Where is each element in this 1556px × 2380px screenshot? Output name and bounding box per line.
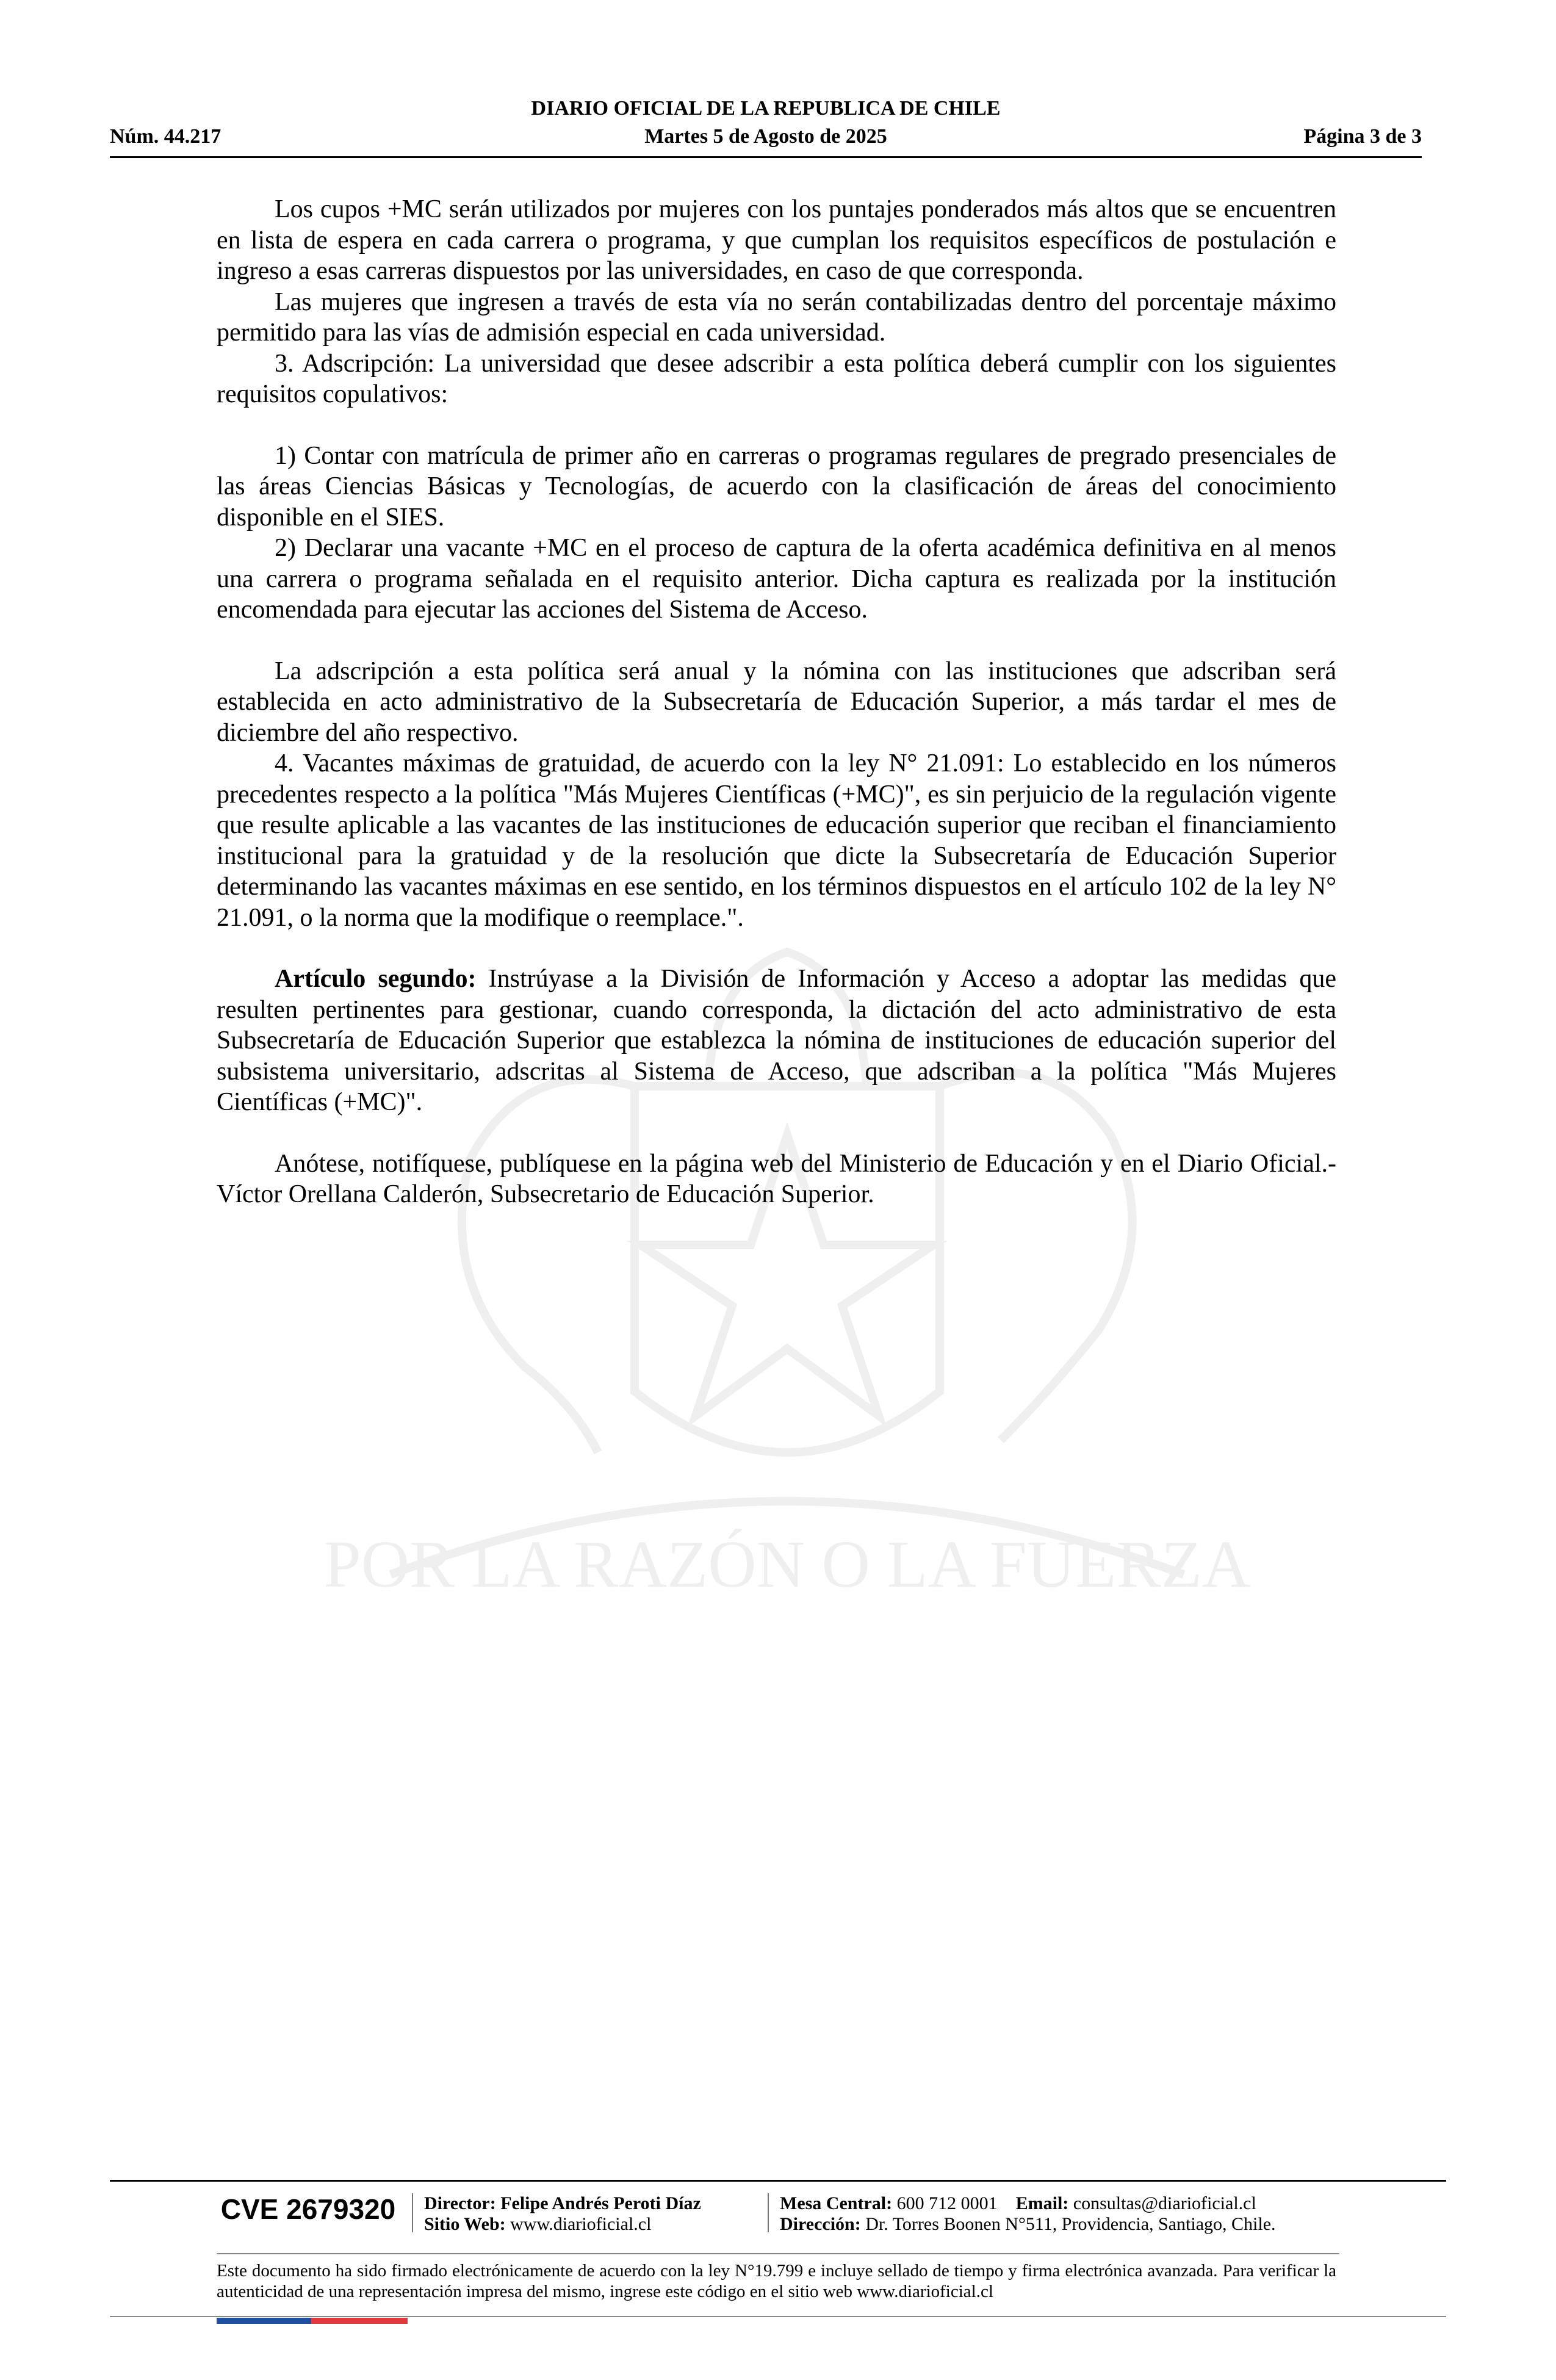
spacer (217, 933, 1336, 964)
closing-paragraph: Anótese, notifíquese, publíquese en la página web del Ministerio de Educación y en el Diario Oficial.- Víctor Orellana Calderón, Subsecretario de Educación Superior. (217, 1149, 1336, 1208)
article-paragraph (217, 964, 1336, 1118)
footer-divider (110, 2180, 1446, 2182)
header-divider (110, 156, 1422, 158)
footer-separator (768, 2193, 769, 2232)
paragraph: 4. Vacantes máximas de gratuidad, de acuerdo con la ley N° 21.091: Lo establecido en los números precedentes respecto a la política "Más Mujeres Científicas (+MC)", es sin perjuicio de la regulación vigente que resulte aplicable a las vacantes de las instituciones de educación superior que reciban el financiamiento institucional para la gratuidad y de la resolución que dicte la Subsecretaría de Educación Superior determinando las vacantes máximas en ese sentido, en los términos dispuestos en el artículo 102 de la ley N° 21.091, o la norma que la modifique o reemplace.". (217, 749, 1336, 932)
site-link[interactable]: www.diarioficial.cl (510, 2214, 652, 2234)
issue-number: Núm. 44.217 (110, 125, 222, 148)
flag-stripe-blue (217, 2318, 311, 2324)
spacer (217, 410, 1336, 441)
issue-date: Martes 5 de Agosto de 2025 (644, 125, 887, 148)
watermark-motto: POR LA RAZÓN O LA FUERZA (323, 1527, 1251, 1601)
page-indicator: Página 3 de 3 (1303, 125, 1422, 148)
site-label: Sitio Web: (424, 2214, 506, 2234)
spacer (217, 626, 1336, 656)
document-body (217, 194, 1336, 1210)
director-name: Felipe Andrés Peroti Díaz (500, 2193, 701, 2213)
legal-notice: Este documento ha sido firmado electrónicamente de acuerdo con la ley N°19.799 e incluye sellado de tiempo y firma electrónica avanzada. Para verificar la autenticidad de una representación impresa del mismo, ingrese este código en el sitio web www.diarioficial.cl (217, 2261, 1336, 2301)
cve-code: CVE 2679320 (220, 2193, 396, 2225)
paragraph: La adscripción a esta política será anual y la nómina con las instituciones que adscriban será establecida en acto administrativo de la Subsecretaría de Educación Superior, a más tardar el mes de diciembre del año respectivo. (217, 657, 1336, 747)
paragraph: 2) Declarar una vacante +MC en el proceso de captura de la oferta académica definitiva en al menos una carrera o programa señalada en el requisito anterior. Dicha captura es realizada por la institución encomendada para ejecutar las acciones del Sistema de Acceso. (217, 534, 1336, 624)
article-heading: Artículo segundo: (275, 965, 477, 993)
mesa-phone: 600 712 0001 (896, 2193, 998, 2213)
article-text: Instrúyase a la División de Información y Acceso a adoptar las medidas que resulten pertinentes para gestionar, cuando corresponda, la dictación del acto administrativo de esta Subsecretaría de Educación Superior que establezca la nómina de instituciones de educación superior del subsistema universitario, adscritas al Sistema de Acceso, que adscriban a la política "Más Mujeres Científicas (+MC)". (217, 965, 1336, 1116)
address-text: Dr. Torres Boonen N°511, Providencia, Santiago, Chile. (865, 2214, 1276, 2234)
paragraph: 3. Adscripción: La universidad que desee adscribir a esta política deberá cumplir con los siguientes requisitos copulativos: (217, 349, 1336, 408)
contact-info (780, 2193, 1276, 2235)
director-label: Director: (424, 2193, 496, 2213)
newspaper-title: DIARIO OFICIAL DE LA REPUBLICA DE CHILE (531, 97, 1001, 120)
footer-separator (412, 2193, 413, 2232)
director-info (424, 2193, 701, 2235)
paragraph: 1) Contar con matrícula de primer año en carreras o programas regulares de pregrado presenciales de las áreas Ciencias Básicas y Tecnologías, de acuerdo con la clasificación de áreas del conocimiento disponible en el SIES. (217, 441, 1336, 532)
email-label: Email: (1015, 2193, 1069, 2213)
address-label: Dirección: (780, 2214, 861, 2234)
flag-stripe-red (311, 2318, 408, 2324)
page-header (110, 96, 1422, 157)
paragraph: Las mujeres que ingresen a través de esta vía no serán contabilizadas dentro del porcentaje máximo permitido para las vías de admisión especial en cada universidad. (217, 287, 1336, 347)
spacer (217, 1118, 1336, 1149)
footer-inner-divider (217, 2253, 1339, 2254)
paragraph: Los cupos +MC serán utilizados por mujeres con los puntajes ponderados más altos que se encuentren en lista de espera en cada carrera o programa, y que cumplan los requisitos específicos de postulación e ingreso a esas carreras dispuestos por las universidades, en caso de que corresponda. (217, 195, 1336, 285)
email-link[interactable]: consultas@diarioficial.cl (1073, 2193, 1256, 2213)
mesa-label: Mesa Central: (780, 2193, 893, 2213)
footer-bottom-divider (110, 2316, 1446, 2317)
